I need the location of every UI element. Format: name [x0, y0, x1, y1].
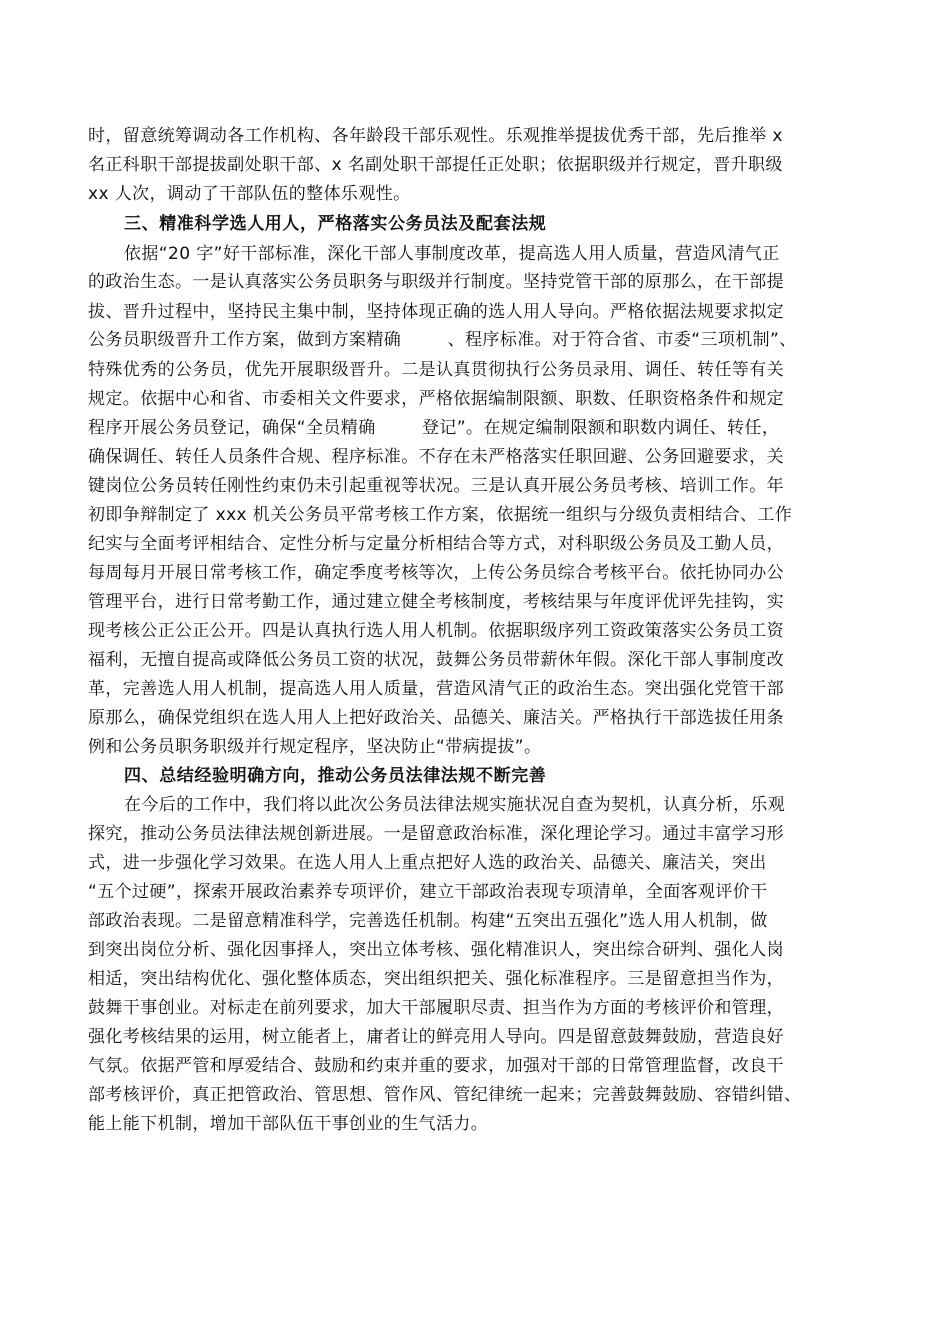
text-line: 特殊优秀的公务员，优先开展职级晋升。二是认真贯彻执行公务员录用、调任、转任等有关 — [88, 360, 784, 380]
text-line: 在今后的工作中，我们将以此次公务员法律法规实施状况自查为契机，认真分析，乐观 — [124, 795, 786, 815]
text-line: 例和公务员职务职级并行规定程序，坚决防止“带病提拔”。 — [88, 737, 542, 757]
text-line: xx 人次，调动了干部队伍的整体乐观性。 — [88, 184, 411, 204]
text-line: 到突出岗位分析、强化因事择人，突出立体考核、强化精准识人，突出综合研判、强化人岗 — [88, 940, 784, 960]
text-line: 部考核评价，真正把管政治、管思想、管作风、管纪律统一起来；完善鼓舞鼓励、容错纠错、 — [88, 1085, 802, 1105]
section-heading-3: 三、精准科学选人用人，严格落实公务员法及配套法规 — [124, 214, 547, 234]
text-line: 规定。依据中心和省、市委相关文件要求，严格依据编制限额、职数、任职资格条件和规定 — [88, 389, 784, 409]
text-line: 式，进一步强化学习效果。在选人用人上重点把好人选的政治关、品德关、廉洁关，突出 — [88, 853, 767, 873]
text-line: 现考核公正公正公开。四是认真执行选人用人机制。依据职级序列工资政策落实公务员工资 — [88, 621, 784, 641]
text-line: 拔、晋升过程中，坚持民主集中制，坚持体现正确的选人用人导向。严格依据法规要求拟定 — [88, 302, 784, 322]
text-line: 革，完善选人用人机制，提高选人用人质量，营造风清气正的政治生态。突出强化党管干部 — [88, 679, 784, 699]
text-line: 名正科职干部提拔副处职干部、x 名副处职干部提任正处职；依据职级并行规定，晋升职级 — [88, 155, 783, 175]
text-line: 部政治表现。二是留意精准科学，完善选任机制。构建“五突出五强化”选人用人机制，做 — [88, 911, 768, 931]
text-line: 程序开展公务员登记，确保“全员精确 登记”。在规定编制限额和职数内调任、转任， — [88, 418, 780, 438]
text-line: 确保调任、转任人员条件合规、程序标准。不存在未严格落实任职回避、公务回避要求，关 — [88, 447, 784, 467]
section-heading-4: 四、总结经验明确方向，推动公务员法律法规不断完善 — [124, 766, 547, 786]
text-line: 初即争辩制定了 xxx 机关公务员平常考核工作方案，依据统一组织与分级负责相结合、工作 — [88, 505, 793, 525]
text-line: 每周每月开展日常考核工作，确定季度考核等次，上传公务员综合考核平台。依托协同办公 — [88, 563, 784, 583]
text-line: 能上能下机制，增加干部队伍干事创业的生气活力。 — [88, 1114, 489, 1134]
text-line: 气氛。依据严管和厚爱结合、鼓励和约束并重的要求，加强对干部的日常管理监督，改良干 — [88, 1056, 784, 1076]
text-line: 鼓舞干事创业。对标走在前列要求，加大干部履职尽责、担当作为方面的考核评价和管理， — [88, 998, 784, 1018]
text-line: 原那么，确保党组织在选人用人上把好政治关、品德关、廉洁关。严格执行干部选拔任用条 — [88, 708, 784, 728]
text-line: 的政治生态。一是认真落实公务员职务与职级并行制度。坚持党管干部的原那么，在干部提 — [88, 272, 784, 292]
text-line: 键岗位公务员转任刚性约束仍未引起重视等状况。三是认真开展公务员考核、培训工作。年 — [88, 476, 784, 496]
text-line: 时，留意统筹调动各工作机构、各年龄段干部乐观性。乐观推举提拔优秀干部，先后推举 x — [88, 126, 783, 146]
text-line: 纪实与全面考评相结合、定性分析与定量分析相结合等方式，对科职级公务员及工勤人员， — [88, 534, 784, 554]
text-line: 依据“20 字”好干部标准，深化干部人事制度改革，提高选人用人质量，营造风清气正 — [124, 244, 780, 264]
text-line: 相适，突出结构优化、强化整体质态，突出组织把关、强化标准程序。三是留意担当作为， — [88, 969, 784, 989]
text-line: 福利，无擅自提高或降低公务员工资的状况，鼓舞公务员带薪休年假。深化干部人事制度改 — [88, 650, 784, 670]
text-line: 强化考核结果的运用，树立能者上，庸者让的鲜亮用人导向。四是留意鼓舞鼓励，营造良好 — [88, 1027, 784, 1047]
text-line: “五个过硬”，探索开展政治素养专项评价，建立干部政治表现专项清单，全面客观评价干 — [88, 882, 768, 902]
text-line: 探究，推动公务员法律法规创新进展。一是留意政治标准，深化理论学习。通过丰富学习形 — [88, 824, 784, 844]
text-line: 管理平台，进行日常考勤工作，通过建立健全考核制度，考核结果与年度评优评先挂钩，实 — [88, 592, 784, 612]
text-line: 公务员职级晋升工作方案，做到方案精确 、程序标准。对于符合省、市委“三项机制”、 — [88, 330, 797, 350]
